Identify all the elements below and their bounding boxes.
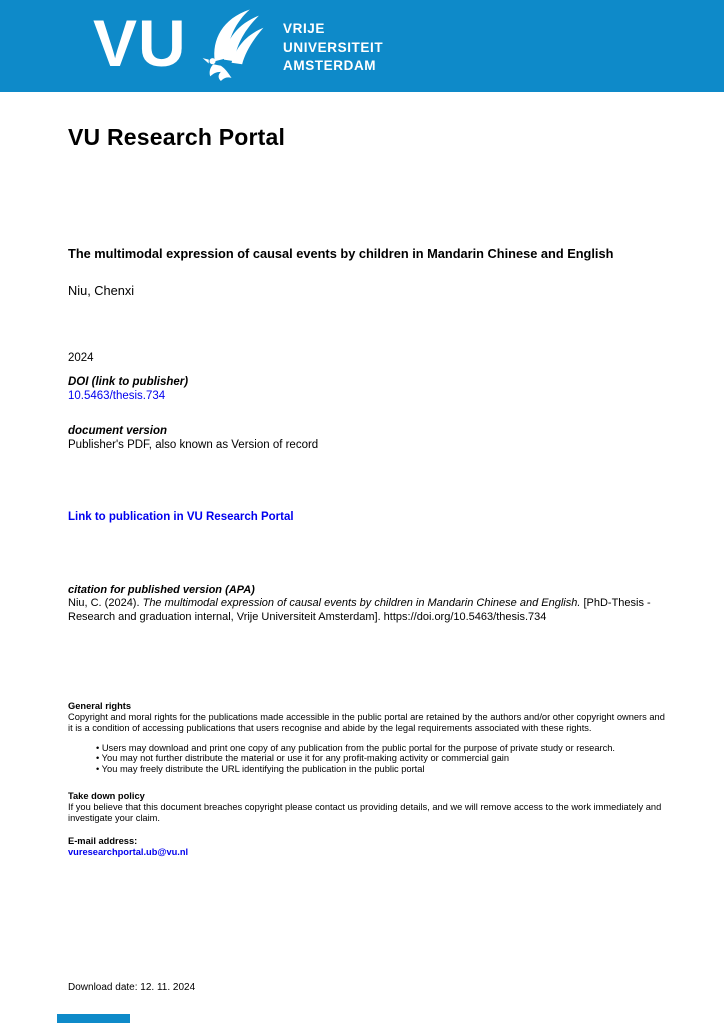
document-version-label: document version [68, 425, 168, 437]
download-date: Download date: 12. 11. 2024 [68, 982, 196, 993]
page-title: VU Research Portal [68, 124, 286, 150]
general-rights-bullet: • Users may download and print one copy of any publication from the public portal for the purpose of private study or research. [96, 743, 668, 753]
citation-prefix: Niu, C. (2024). [68, 597, 143, 609]
doi-label: DOI (link to publisher) [68, 376, 189, 388]
university-name-line-1: VRIJE [283, 21, 326, 36]
take-down-policy-body: If you believe that this document breaches copyright please contact us providing details, and we will remove access to the work immediately and investigate your claim. [68, 802, 662, 823]
general-rights-bullet-list [96, 743, 668, 774]
general-rights-heading: General rights [68, 701, 132, 711]
citation-text [68, 597, 660, 624]
general-rights-bullet: • You may not further distribute the material or use it for any profit-making activity or commercial gain [96, 753, 668, 763]
vu-griffin-icon [191, 8, 269, 84]
document-version-value: Publisher's PDF, also known as Version of record [68, 439, 319, 451]
citation-suffix: [PhD-Thesis - Research and graduation internal, Vrije Universiteit Amsterdam]. https://doi.org/10.5463/thesis.734 [68, 597, 651, 623]
citation-italic-title: The multimodal expression of causal events by children in Mandarin Chinese and English. [142, 597, 581, 609]
university-name [283, 20, 383, 76]
portal-publication-link[interactable]: Link to publication in VU Research Portal [68, 511, 294, 523]
footer-accent-bar [57, 1014, 130, 1023]
general-rights-body: Copyright and moral rights for the publications made accessible in the public portal are retained by the authors and/or other copyright owners and it is a condition of accessing publications that users recognise and abide by the legal requirements associated with these rights. [68, 712, 665, 733]
vu-logo-text: VU [93, 6, 187, 80]
university-name-line-2: UNIVERSITEIT [283, 39, 384, 55]
email-address-label: E-mail address: [68, 836, 138, 846]
vu-header-banner [0, 0, 724, 92]
publication-title: The multimodal expression of causal events by children in Mandarin Chinese and English [68, 246, 614, 261]
university-name-line-3: AMSTERDAM [283, 58, 377, 73]
email-link[interactable]: vuresearchportal.ub@vu.nl [68, 847, 189, 857]
publication-author: Niu, Chenxi [68, 283, 135, 298]
general-rights-bullet: • You may freely distribute the URL identifying the publication in the public portal [96, 764, 668, 774]
publication-year: 2024 [68, 352, 94, 364]
vu-logo [93, 6, 269, 84]
take-down-policy-heading: Take down policy [68, 791, 145, 801]
doi-link[interactable]: 10.5463/thesis.734 [68, 390, 166, 402]
citation-label: citation for published version (APA) [68, 584, 255, 596]
